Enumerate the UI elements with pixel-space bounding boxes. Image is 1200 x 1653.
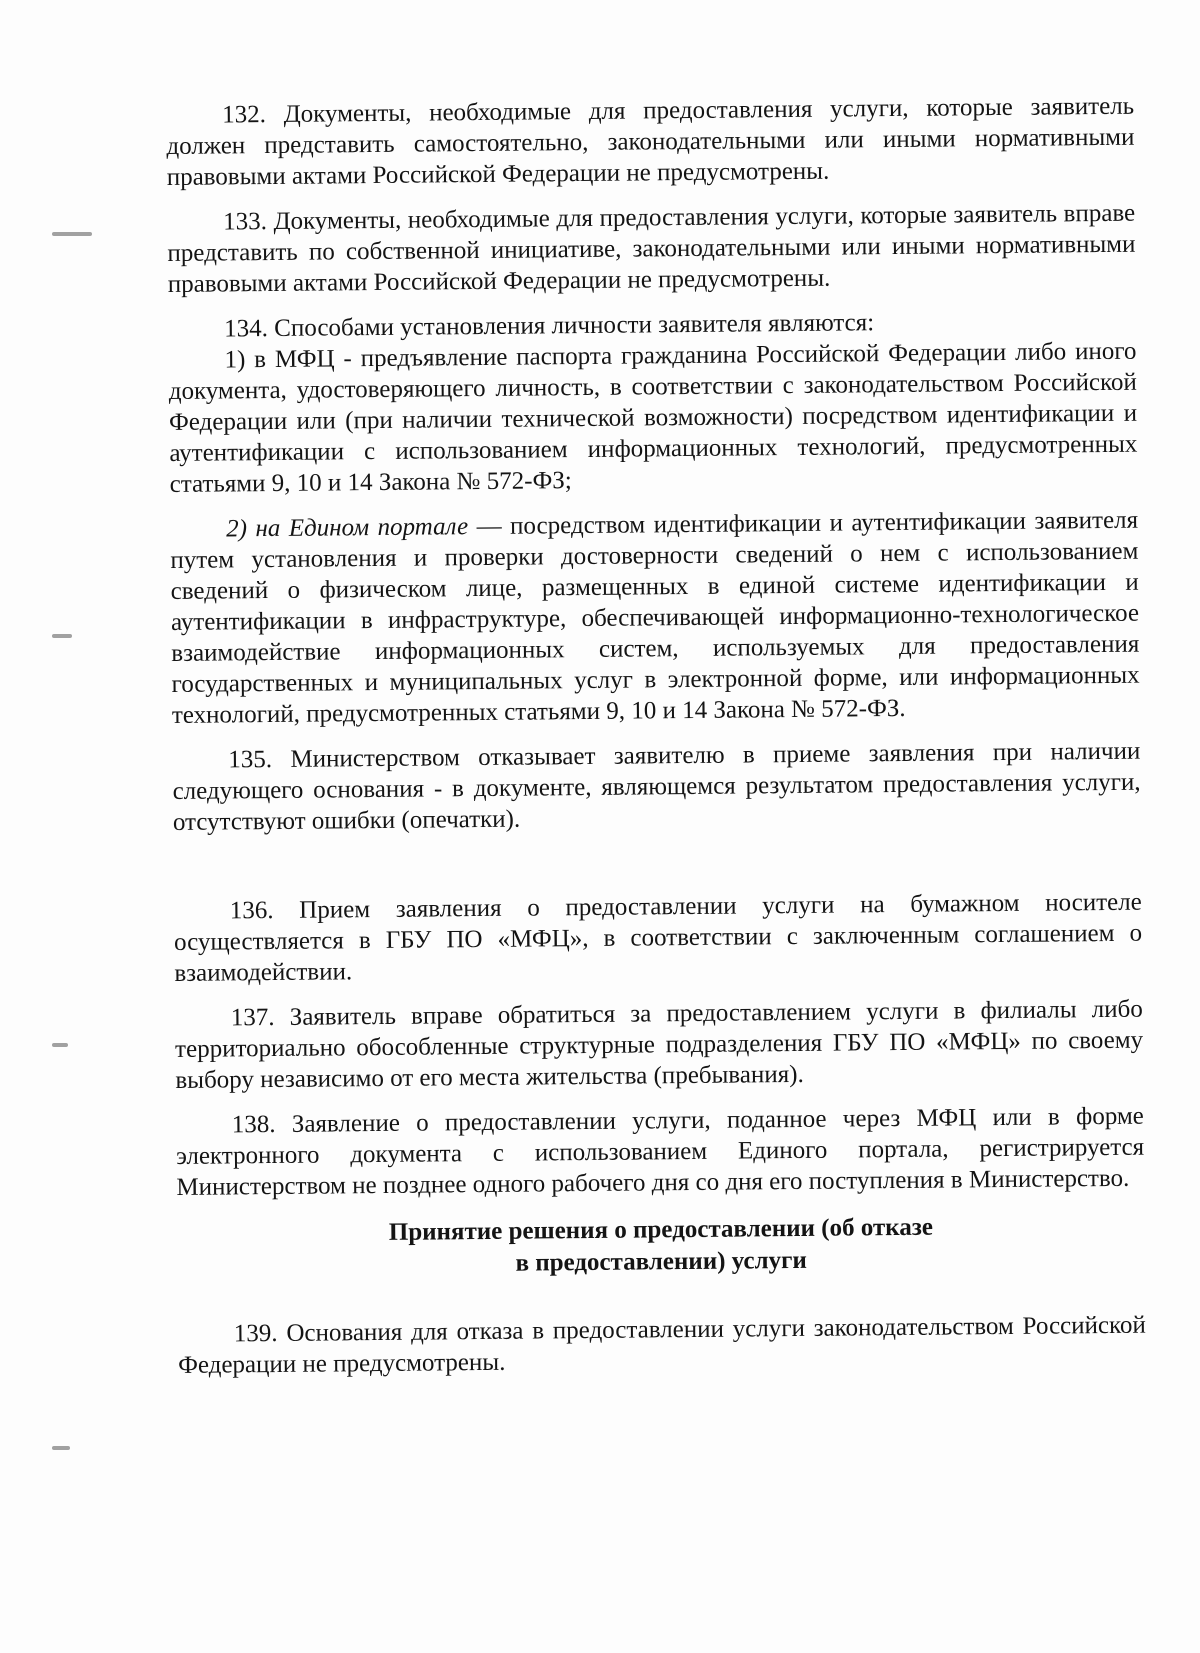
- paragraph-134-item-1: 1) в МФЦ - предъявление паспорта гражданина Российской Федерации либо иного документа, удостоверяющего личность, в соответствии с законодательством Российской Федерации или (при наличии технической возможности) посредством идентификации и аутентификации с использованием информационных технологий, предусмотренных статьями 9, 10 и 14 Закона № 572-ФЗ;: [168, 337, 1138, 498]
- paragraph-138: 138. Заявление о предоставлении услуги, поданное через МФЦ или в форме электронного документа с использованием Единого портала, регистрируется Министерством не позднее одного рабочего дня со дня его поступления в Министерство.: [176, 1102, 1145, 1201]
- document-body: [166, 91, 1146, 1395]
- paragraph-137: 137. Заявитель вправе обратиться за предоставлением услуги в филиалы либо территориально обособленные структурные подразделения ГБУ ПО «МФЦ» по своему выбору независимо от его места жительства (пребывания).: [174, 995, 1144, 1094]
- paragraph-136: 136. Прием заявления о предоставлении услуги на бумажном носителе осуществляется в ГБУ ПО «МФЦ», в соответствии с заключенным соглашением о взаимодействии.: [173, 888, 1143, 987]
- paragraph-139: 139. Основания для отказа в предоставлении услуги законодательством Российской Федерации не предусмотрены.: [178, 1311, 1146, 1379]
- paragraph-133: 133. Документы, необходимые для предоставления услуги, которые заявитель вправе представить по собственной инициативе, законодательными или иными нормативными правовыми актами Российской Федерации не предусмотрены.: [167, 199, 1136, 298]
- heading-line-1: Принятие решения о предоставлении (об отказе: [388, 1213, 934, 1246]
- paragraph-135: 135. Министерством отказывает заявителю в приеме заявления при наличии следующего основания - в документе, являющемся результатом предоставления услуги, отсутствуют ошибки (опечатки).: [172, 737, 1141, 836]
- item-2-text: — посредством идентификации и аутентификации заявителя путем установления и проверки достоверности сведений о нем с использованием сведений о физическом лице, размещенных в единой системе идентификации и аутентификации в инфраструктуре, обеспечивающей информационно-технологическое взаимодействие информационных систем, используемых для предоставления государственных и муниципальных услуг в электронной форме, или информационных технологий, предусмотренных статьями 9, 10 и 14 Закона № 572-ФЗ.: [170, 506, 1140, 729]
- paragraph-134: 134. Способами установления личности заявителя являются:: [224, 309, 875, 343]
- paragraph-132: 132. Документы, необходимые для предоставления услуги, которые заявитель должен представить самостоятельно, законодательными или иными нормативными правовыми актами Российской Федерации не предусмотрены.: [166, 92, 1135, 191]
- binding-hole-mark: [52, 634, 72, 638]
- paragraph-134-item-2: [170, 505, 1140, 731]
- binding-hole-mark: [52, 1043, 68, 1047]
- item-2-lead: 2) на Едином портале: [225, 513, 469, 543]
- binding-hole-mark: [52, 232, 92, 236]
- binding-hole-mark: [52, 1446, 70, 1450]
- section-heading: [177, 1210, 1146, 1283]
- heading-line-2: в предоставлении) услуги: [515, 1246, 807, 1277]
